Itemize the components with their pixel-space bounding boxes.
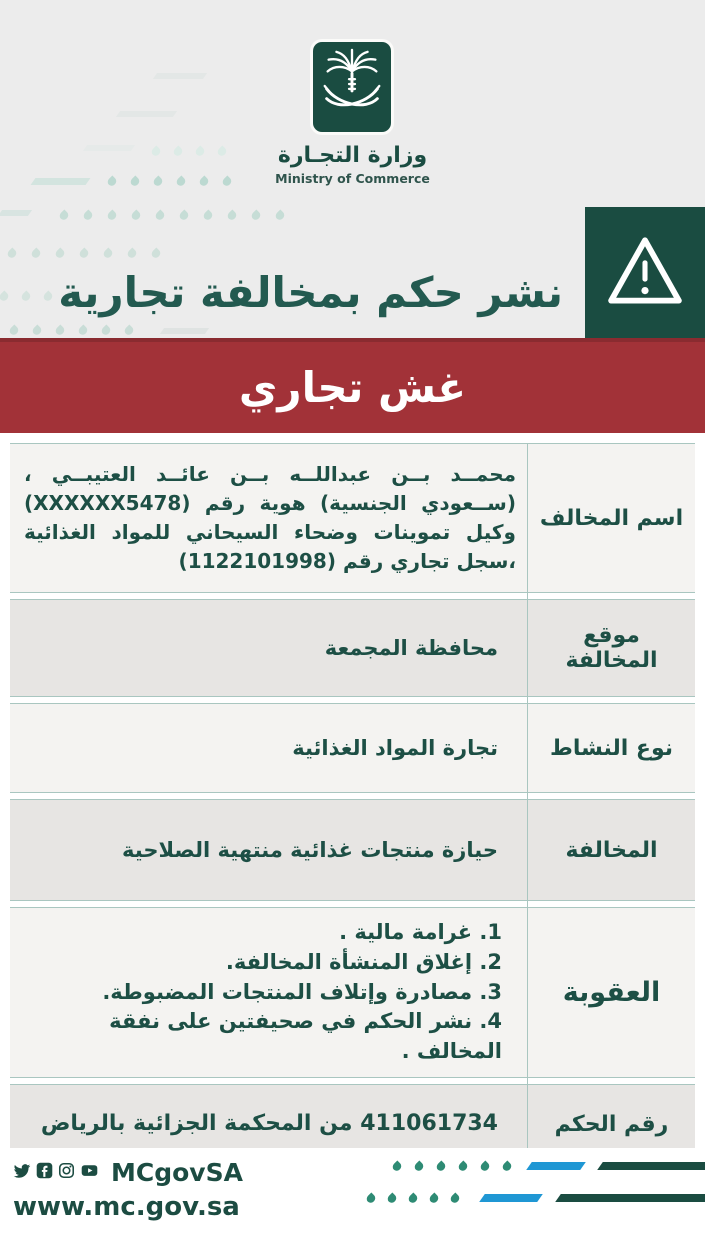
penalty-item-2: 2. إغلاق المنشأة المخالفة. <box>225 949 502 974</box>
decor-dot <box>100 324 112 336</box>
decor-dot <box>449 1192 461 1204</box>
decor-dot <box>31 324 43 336</box>
instagram-icon <box>58 1162 75 1183</box>
decor-dot <box>150 247 162 259</box>
violation-location-value: محافظة المجمعة <box>324 635 498 660</box>
decor-dot <box>413 1160 425 1172</box>
facebook-icon <box>36 1162 53 1183</box>
decor-dot <box>54 324 66 336</box>
violation-type-label: غش تجاري <box>238 363 467 412</box>
decor-dot <box>0 290 10 302</box>
decor-dot <box>178 209 190 221</box>
row-value-cell <box>10 704 528 792</box>
decor-dot <box>457 1160 469 1172</box>
violation-value: حيازة منتجات غذائية منتهية الصلاحية <box>122 837 498 862</box>
row-label: رقم الحكم <box>554 1111 669 1137</box>
ministry-emblem <box>313 42 391 132</box>
decor-dot <box>8 324 20 336</box>
violation-type-banner <box>0 338 705 433</box>
decor-dots <box>367 1194 459 1203</box>
decor-blue-dash <box>479 1194 543 1202</box>
footer <box>0 1148 705 1239</box>
decor-dash <box>153 73 207 79</box>
warning-box <box>585 207 705 338</box>
decor-dot <box>102 247 114 259</box>
social-handle: MCgovSA <box>111 1158 243 1187</box>
decor-dot <box>6 247 18 259</box>
decor-dot <box>54 247 66 259</box>
decor-dot <box>77 324 89 336</box>
decor-dots <box>60 211 284 220</box>
decor-dot <box>386 1192 398 1204</box>
decor-dots <box>10 326 133 335</box>
violator-name-value: محمــد بــن عبداللــه بــن عائــد العتيبــي ، (ســعودي الجنسية) هوية رقم (XXXXXX5478) وكيل تموينات وضحاء السيحاني للمواد الغذائية ،سجل تجاري رقم (1122101998) <box>24 461 516 574</box>
row-value-cell <box>10 908 528 1077</box>
palm-and-crossed-swords-icon <box>320 46 384 128</box>
decor-dot <box>154 209 166 221</box>
decor-dot <box>250 209 262 221</box>
decor-dot <box>479 1160 491 1172</box>
penalty-item-4: 4. نشر الحكم في صحيفتين على نفقة المخالف . <box>109 1009 502 1064</box>
penalty-item-1: 1. غرامة مالية . <box>339 920 502 944</box>
decor-dot <box>202 209 214 221</box>
table-row-penalty <box>10 907 695 1078</box>
decor-dot <box>407 1192 419 1204</box>
row-label: اسم المخالف <box>539 505 684 531</box>
row-label: المخالفة <box>565 837 658 863</box>
decor-dot <box>226 209 238 221</box>
decor-teal-dash <box>555 1194 705 1202</box>
decor-dot <box>435 1160 447 1172</box>
decor-dot <box>58 209 70 221</box>
alert-triangle-icon <box>606 235 684 311</box>
decor-dash <box>160 328 209 334</box>
decor-dots <box>393 1162 511 1171</box>
row-label: نوع النشاط <box>549 735 674 761</box>
decor-dot <box>365 1192 377 1204</box>
social-media-row <box>13 1158 243 1187</box>
table-row-violation <box>10 799 695 901</box>
table-row-violation-location <box>10 599 695 697</box>
row-value-cell <box>10 800 528 900</box>
decor-dot <box>78 247 90 259</box>
twitter-icon <box>13 1162 31 1184</box>
penalty-item-3: 3. مصادرة وإتلاف المنتجات المضبوطة. <box>102 979 502 1004</box>
ministry-name-arabic: وزارة التجـارة <box>277 143 428 168</box>
penalty-list <box>10 908 528 1077</box>
decor-dash <box>0 210 32 216</box>
decor-dot <box>274 209 286 221</box>
decor-dot <box>42 290 54 302</box>
decor-dot <box>30 247 42 259</box>
ministry-name-english: Ministry of Commerce <box>275 171 430 186</box>
activity-type-value: تجارة المواد الغذائية <box>292 735 498 760</box>
decor-teal-dash <box>597 1162 705 1170</box>
row-label: موقع المخالفة <box>565 623 658 673</box>
decor-dot <box>130 209 142 221</box>
table-row-activity-type <box>10 703 695 793</box>
row-value-cell <box>10 600 528 696</box>
decor-dot <box>106 209 118 221</box>
decor-dot <box>123 324 135 336</box>
table-column-divider <box>527 443 528 1170</box>
table-row-violator-name <box>10 443 695 593</box>
decor-dash <box>116 111 177 117</box>
announcement-title: نشر حكم بمخالفة تجارية <box>58 268 563 318</box>
website-url: www.mc.gov.sa <box>13 1192 240 1222</box>
ministry-header <box>0 0 705 338</box>
violation-details-table <box>10 443 695 1170</box>
youtube-icon <box>80 1162 99 1183</box>
judgment-number-value: 411061734 من المحكمة الجزائية بالرياض <box>40 1111 498 1137</box>
decor-dot <box>82 209 94 221</box>
decor-dot <box>126 247 138 259</box>
decor-blue-dash <box>526 1162 586 1170</box>
decor-dots <box>8 249 160 258</box>
decor-dot <box>391 1160 403 1172</box>
decor-dot <box>20 290 32 302</box>
decor-dot <box>501 1160 513 1172</box>
row-value-cell <box>10 444 528 592</box>
decor-dot <box>428 1192 440 1204</box>
row-label: العقوبة <box>562 977 661 1009</box>
